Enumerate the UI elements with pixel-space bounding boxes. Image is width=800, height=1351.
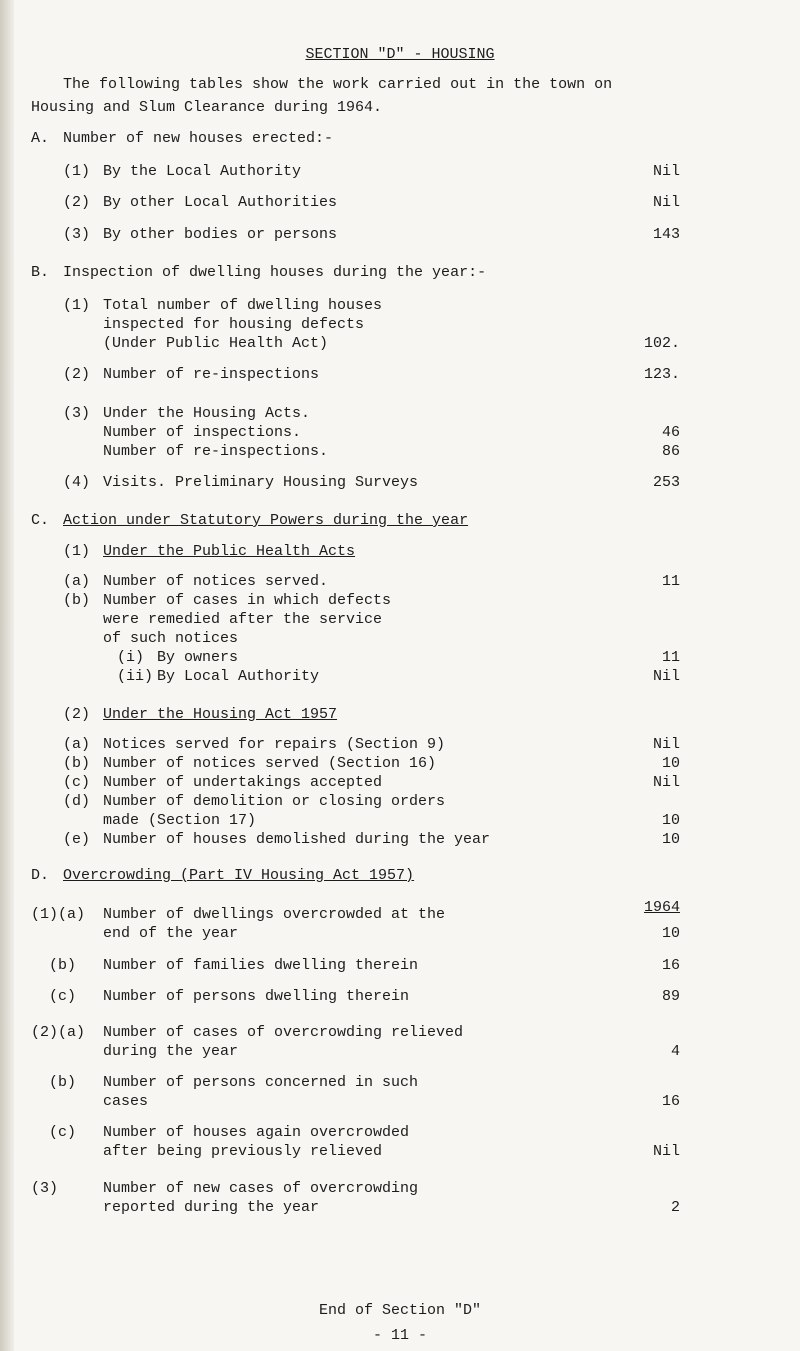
c2d-line-2: made (Section 17) — [103, 812, 257, 829]
c1b-line-2: were remedied after the service — [103, 611, 383, 628]
c1a-value: 11 — [661, 573, 680, 590]
section-a-label: A. — [31, 130, 50, 147]
d1b-number: (b) — [49, 957, 77, 974]
d2b-value: 16 — [661, 1093, 680, 1110]
b3-line-2: Number of inspections. — [103, 424, 302, 441]
b3-line-3: Number of re-inspections. — [103, 443, 329, 460]
d1c-value: 89 — [661, 988, 680, 1005]
b3-number: (3) — [63, 405, 91, 422]
c2b-number: (b) — [63, 755, 91, 772]
c1b-ii-text: By Local Authority — [157, 668, 320, 685]
c1b-ii-value: Nil — [652, 668, 680, 685]
c1b-i-number: (i) — [117, 649, 145, 666]
d2c-value: Nil — [652, 1143, 680, 1160]
d2a-line-2: during the year — [103, 1043, 239, 1060]
a3-number: (3) — [63, 226, 91, 243]
a2-value: Nil — [652, 194, 680, 211]
a2-text: By other Local Authorities — [103, 194, 338, 211]
d1b-text: Number of families dwelling therein — [103, 957, 419, 974]
c2b-text: Number of notices served (Section 16) — [103, 755, 437, 772]
b1-line-1: Total number of dwelling houses — [103, 297, 383, 314]
d1c-text: Number of persons dwelling therein — [103, 988, 410, 1005]
section-c-label: C. — [31, 512, 50, 529]
b2-number: (2) — [63, 366, 91, 383]
c2c-value: Nil — [652, 774, 680, 791]
c2b-value: 10 — [661, 755, 680, 772]
d2a-value: 4 — [670, 1043, 680, 1060]
c2a-number: (a) — [63, 736, 91, 753]
d2b-line-2: cases — [103, 1093, 149, 1110]
d2c-line-2: after being previously relieved — [103, 1143, 383, 1160]
c2a-value: Nil — [652, 736, 680, 753]
d1b-value: 16 — [661, 957, 680, 974]
c1b-i-text: By owners — [157, 649, 239, 666]
d2c-number: (c) — [49, 1124, 77, 1141]
c2-heading: Under the Housing Act 1957 — [103, 706, 338, 723]
d1c-number: (c) — [49, 988, 77, 1005]
end-of-section-note: End of Section "D" — [318, 1302, 482, 1319]
c1-heading: Under the Public Health Acts — [103, 543, 356, 560]
c1b-number: (b) — [63, 592, 91, 609]
c2c-number: (c) — [63, 774, 91, 791]
d1a-number: (1)(a) — [31, 906, 86, 923]
b3-value-inspections: 46 — [661, 424, 680, 441]
d2b-number: (b) — [49, 1074, 77, 1091]
page-number: - 11 - — [372, 1327, 427, 1344]
b1-number: (1) — [63, 297, 91, 314]
b4-text: Visits. Preliminary Housing Surveys — [103, 474, 419, 491]
d3-line-1: Number of new cases of overcrowding — [103, 1180, 419, 1197]
c2d-value: 10 — [661, 812, 680, 829]
d1a-value: 10 — [661, 925, 680, 942]
d2c-line-1: Number of houses again overcrowded — [103, 1124, 410, 1141]
c1a-text: Number of notices served. — [103, 573, 329, 590]
section-d-label: D. — [31, 867, 50, 884]
c1a-number: (a) — [63, 573, 91, 590]
c2e-text: Number of houses demolished during the year — [103, 831, 491, 848]
d2b-line-1: Number of persons concerned in such — [103, 1074, 419, 1091]
b2-value: 123. — [643, 366, 680, 383]
d2a-line-1: Number of cases of overcrowding relieved — [103, 1024, 464, 1041]
d3-line-2: reported during the year — [103, 1199, 320, 1216]
d1a-line-1: Number of dwellings overcrowded at the — [103, 906, 446, 923]
b3-line-1: Under the Housing Acts. — [103, 405, 311, 422]
b2-text: Number of re-inspections — [103, 366, 320, 383]
section-d-heading: Overcrowding (Part IV Housing Act 1957) — [63, 867, 415, 884]
d3-number: (3) — [31, 1180, 59, 1197]
a1-value: Nil — [652, 163, 680, 180]
section-a-heading: Number of new houses erected:- — [63, 130, 334, 147]
b1-line-2: inspected for housing defects — [103, 316, 365, 333]
b3-value-reinspections: 86 — [661, 443, 680, 460]
d3-value: 2 — [670, 1199, 680, 1216]
a1-text: By the Local Authority — [103, 163, 302, 180]
a3-text: By other bodies or persons — [103, 226, 338, 243]
d2a-number: (2)(a) — [31, 1024, 86, 1041]
a1-number: (1) — [63, 163, 91, 180]
section-b-heading: Inspection of dwelling houses during the year:- — [63, 264, 487, 281]
b1-value: 102. — [643, 335, 680, 352]
c2a-text: Notices served for repairs (Section 9) — [103, 736, 446, 753]
d1a-line-2: end of the year — [103, 925, 239, 942]
section-title: SECTION "D" - HOUSING — [305, 46, 495, 63]
b4-value: 253 — [652, 474, 680, 491]
a2-number: (2) — [63, 194, 91, 211]
c1b-line-1: Number of cases in which defects — [103, 592, 392, 609]
c1b-i-value: 11 — [661, 649, 680, 666]
c2e-value: 10 — [661, 831, 680, 848]
intro-line-2: Housing and Slum Clearance during 1964. — [31, 99, 383, 116]
section-b-label: B. — [31, 264, 50, 281]
b1-line-3: (Under Public Health Act) — [103, 335, 329, 352]
a3-value: 143 — [652, 226, 680, 243]
c1b-line-3: of such notices — [103, 630, 239, 647]
c2e-number: (e) — [63, 831, 91, 848]
page-edge-shadow — [0, 0, 14, 1351]
c2d-line-1: Number of demolition or closing orders — [103, 793, 446, 810]
c1-number: (1) — [63, 543, 91, 560]
c2c-text: Number of undertakings accepted — [103, 774, 383, 791]
intro-line-1: The following tables show the work carried out in the town on — [63, 76, 613, 93]
d-year-column-header: 1964 — [643, 899, 680, 916]
c2-number: (2) — [63, 706, 91, 723]
c2d-number: (d) — [63, 793, 91, 810]
section-c-heading: Action under Statutory Powers during the year — [63, 512, 469, 529]
b4-number: (4) — [63, 474, 91, 491]
c1b-ii-number: (ii) — [117, 668, 154, 685]
